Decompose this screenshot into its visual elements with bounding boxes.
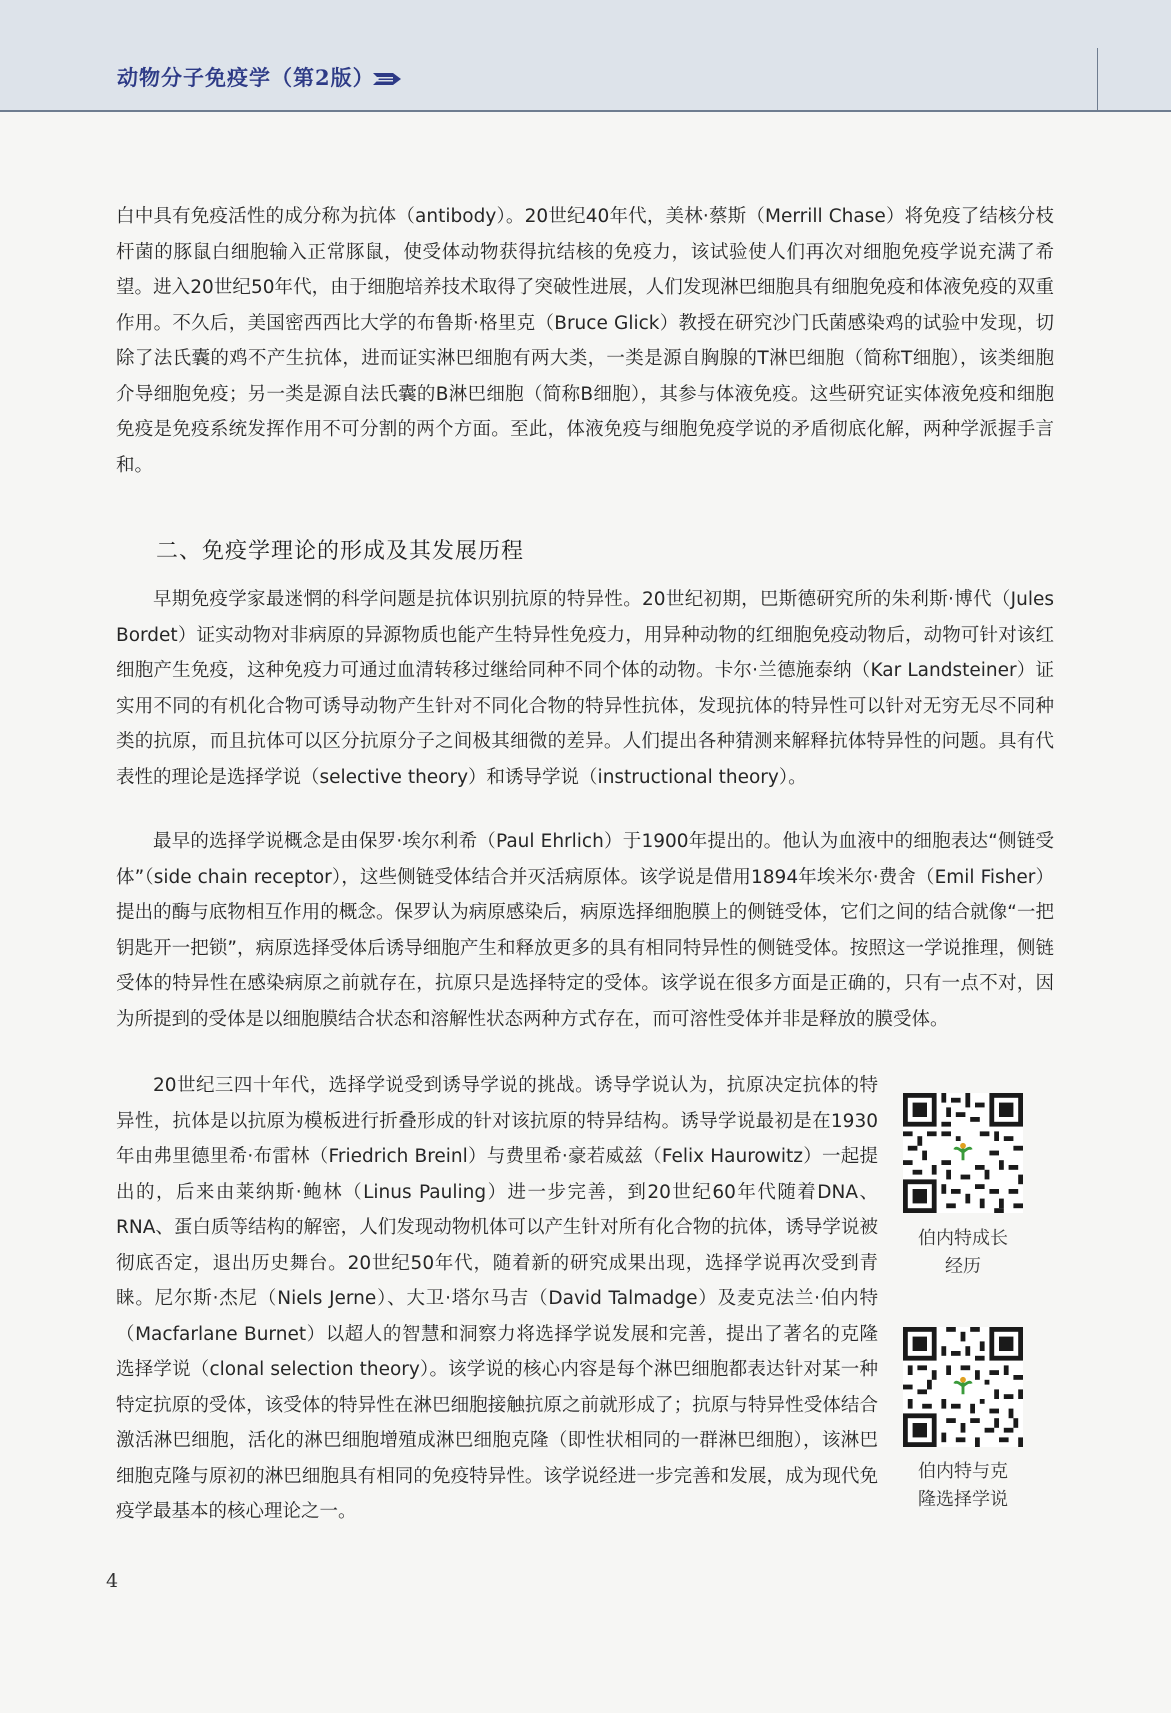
header-rule <box>0 110 1171 112</box>
paragraph-4: 20世纪三四十年代，选择学说受到诱导学说的挑战。诱导学说认为，抗原决定抗体的特异性，抗体是以抗原为模板进行折叠形成的针对该抗原的特异结构。诱导学说最初是在1930年由弗里德里希·布雷林（Friedrich Breinl）与费里希·豪若威兹（Felix Haurowitz）一起提出的，后来由莱纳斯·鲍林（Linus Pauling）进一步完善，到20世纪60年代随着DNA、RNA、蛋白质等结构的解密，人们发现动物机体可以产生针对所有化合物的抗体，诱导学说被彻底否定，退出历史舞台。20世纪50年代，随着新的研究成果出现，选择学说再次受到青睐。尼尔斯·杰尼（Niels Jerne）、大卫·塔尔马吉（David Talmadge）及麦克法兰·伯内特（Macfarlane Burnet）以超人的智慧和洞察力将选择学说发展和完善，提出了著名的克隆选择学说（clonal selection theory）。该学说的核心内容是每个淋巴细胞都表达针对某一种特定抗原的受体，该受体的特异性在淋巴细胞接触抗原之前就形成了；抗原与特异性受体结合激活淋巴细胞，活化的淋巴细胞增殖成淋巴细胞克隆（即性状相同的一群淋巴细胞），该淋巴细胞克隆与原初的淋巴细胞具有相同的免疫特异性。该学说经进一步完善和发展，成为现代免疫学最基本的核心理论之一。 <box>116 1075 878 1522</box>
qr-code-2 <box>903 1327 1023 1447</box>
qr-caption-2: 伯内特与克 隆选择学说 <box>918 1461 1008 1510</box>
chevron-arrow-icon <box>373 70 403 88</box>
page-header <box>0 0 1171 112</box>
book-title: 动物分子免疫学（第2版） <box>117 65 375 90</box>
page-number: 4 <box>106 1570 119 1592</box>
section-heading: 二、免疫学理论的形成及其发展历程 <box>156 539 525 564</box>
qr-code-1 <box>903 1093 1023 1213</box>
paragraph-3: 最早的选择学说概念是由保罗·埃尔利希（Paul Ehrlich）于1900年提出的。他认为血液中的细胞表达“侧链受体”（side chain receptor），这些侧链受体结合并灭活病原体。该学说是借用1894年埃米尔·费舍（Emil Fisher）提出的酶与底物相互作用的概念。保罗认为病原感染后，病原选择细胞膜上的侧链受体，它们之间的结合就像“一把钥匙开一把锁”，病原选择受体后诱导细胞产生和释放更多的具有相同特异性的侧链受体。按照这一学说推理，侧链受体的特异性在感染病原之前就存在，抗原只是选择特定的受体。该学说在很多方面是正确的，只有一点不对，因为所提到的受体是以细胞膜结合状态和溶解性状态两种方式存在，而可溶性受体并非是释放的膜受体。 <box>116 831 1054 1030</box>
paragraph-1: 白中具有免疫活性的成分称为抗体（antibody）。20世纪40年代，美林·蔡斯（Merrill Chase）将免疫了结核分枝杆菌的豚鼠白细胞输入正常豚鼠，使受体动物获得抗结核的免疫力，该试验使人们再次对细胞免疫学说充满了希望。进入20世纪50年代，由于细胞培养技术取得了突破性进展，人们发现淋巴细胞具有细胞免疫和体液免疫的双重作用。不久后，美国密西西比大学的布鲁斯·格里克（Bruce Glick）教授在研究沙门氏菌感染鸡的试验中发现，切除了法氏囊的鸡不产生抗体，进而证实淋巴细胞有两大类，一类是源自胸腺的T淋巴细胞（简称T细胞），该类细胞介导细胞免疫；另一类是源自法氏囊的B淋巴细胞（简称B细胞），其参与体液免疫。这些研究证实体液免疫和细胞免疫是免疫系统发挥作用不可分割的两个方面。至此，体液免疫与细胞免疫学说的矛盾彻底化解，两种学派握手言和。 <box>116 206 1054 476</box>
paragraph-2: 早期免疫学家最迷惘的科学问题是抗体识别抗原的特异性。20世纪初期，巴斯德研究所的朱利斯·博代（Jules Bordet）证实动物对非病原的异源物质也能产生特异性免疫力，用异种动物的红细胞免疫动物后，动物可针对该红细胞产生免疫，这种免疫力可通过血清转移过继给同种不同个体的动物。卡尔·兰德施泰纳（Kar Landsteiner）证实用不同的有机化合物可诱导动物产生针对不同化合物的特异性抗体，发现抗体的特异性可以针对无穷无尽不同种类的抗原，而且抗体可以区分抗原分子之间极其细微的差异。人们提出各种猜测来解释抗体特异性的问题。具有代表性的理论是选择学说（selective theory）和诱导学说（instructional theory）。 <box>116 589 1054 788</box>
header-vertical-rule <box>1097 48 1098 112</box>
qr-caption-1: 伯内特成长 经历 <box>918 1228 1008 1277</box>
